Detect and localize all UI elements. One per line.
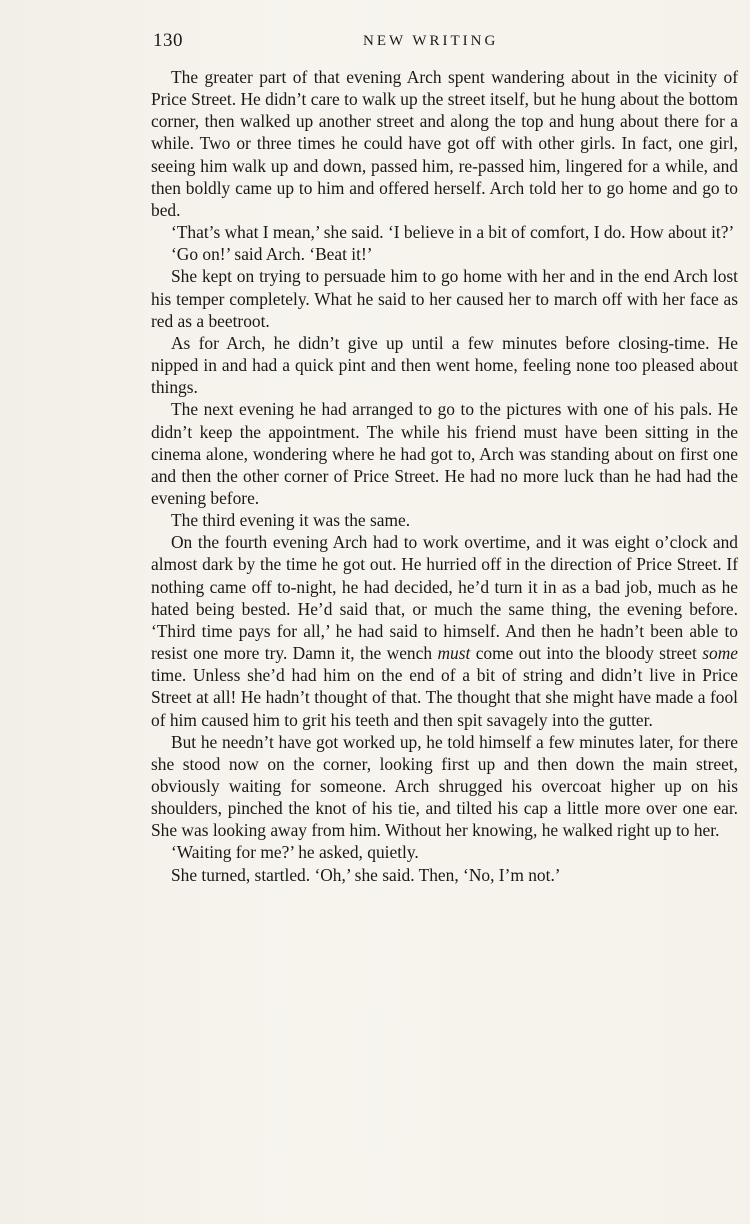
text-run: She kept on trying to persuade him to go home with her and in the end Arch lost his temper completely. What he said to her caused her to march off with her face as red as a beetroot. xyxy=(151,266,738,331)
text-run: time. Unless she’d had him on the end of a bit of string and didn’t live in Price Street at all! He hadn’t thought of that. The thought that she might have made a fool of him caused him to grit his teeth and then spit savagely into the gutter. xyxy=(151,665,738,730)
page-header xyxy=(153,30,738,56)
paragraph xyxy=(151,332,738,398)
paragraph xyxy=(151,731,738,842)
paragraph xyxy=(151,221,738,243)
text-run: ‘Waiting for me?’ he asked, quietly. xyxy=(171,842,419,863)
text-run: The greater part of that evening Arch spent wandering about in the vicinity of Price Street. He didn’t care to walk up the street itself, but he hung about the bottom corner, then walked up another street and along the top and hung about there for a while. Two or three times he could have got off with other girls. In fact, one girl, seeing him walk up and down, passed him, re-passed him, lingered for a while, and then boldly came up to him and offered herself. Arch told her to go home and go to bed. xyxy=(151,67,738,220)
text-run: She turned, startled. ‘Oh,’ she said. Then, ‘No, I’m not.’ xyxy=(171,864,561,885)
paragraph xyxy=(151,398,738,509)
paragraph xyxy=(151,509,738,531)
paragraph xyxy=(151,243,738,265)
paragraph xyxy=(151,265,738,331)
paragraph xyxy=(151,864,738,886)
running-head: NEW WRITING xyxy=(363,33,499,49)
text-run: But he needn’t have got worked up, he told himself a few minutes later, for there she stood now on the corner, looking first up and then down the main street, obviously waiting for someone. Arch shrugged his overcoat higher up on his shoulders, pinched the knot of his tie, and tilted his cap a little more over one ear. She was looking away from him. Without her knowing, he walked right up to her. xyxy=(151,731,738,841)
text-run: The next evening he had arranged to go to the pictures with one of his pals. He didn’t keep the appointment. The while his friend must have been sitting in the cinema alone, wondering where he had got to, Arch was standing about on first one and then the other corner of Price Street. He had no more luck than he had had the evening before. xyxy=(151,399,738,508)
body-text xyxy=(151,66,738,886)
page-number: 130 xyxy=(153,30,183,51)
paragraph xyxy=(151,531,738,730)
paragraph xyxy=(151,841,738,863)
text-run: The third evening it was the same. xyxy=(171,510,411,531)
text-run: come out into the bloody street xyxy=(470,643,703,664)
italic-emphasis: some xyxy=(702,643,738,664)
text-run: ‘That’s what I mean,’ she said. ‘I believe in a bit of comfort, I do. How about it?’ xyxy=(171,222,735,243)
text-run: ‘Go on!’ said Arch. ‘Beat it!’ xyxy=(171,244,373,265)
text-run: As for Arch, he didn’t give up until a few minutes before closing-time. He nipped in and had a quick pint and then went home, feeling none too pleased about things. xyxy=(151,332,738,398)
paragraph xyxy=(151,66,738,221)
italic-emphasis: must xyxy=(437,643,471,664)
text-run: On the fourth evening Arch had to work overtime, and it was eight o’clock and almost dark by the time he got out. He hurried off in the direction of Price Street. If nothing came off to-night, he had decided, he’d turn it in as a bad job, much as he hated being bested. He’d said that, or much the same thing, the evening before. ‘Third time pays for all,’ he had said to himself. And then he hadn’t been able to resist one more try. Damn it, the wench xyxy=(151,532,738,664)
